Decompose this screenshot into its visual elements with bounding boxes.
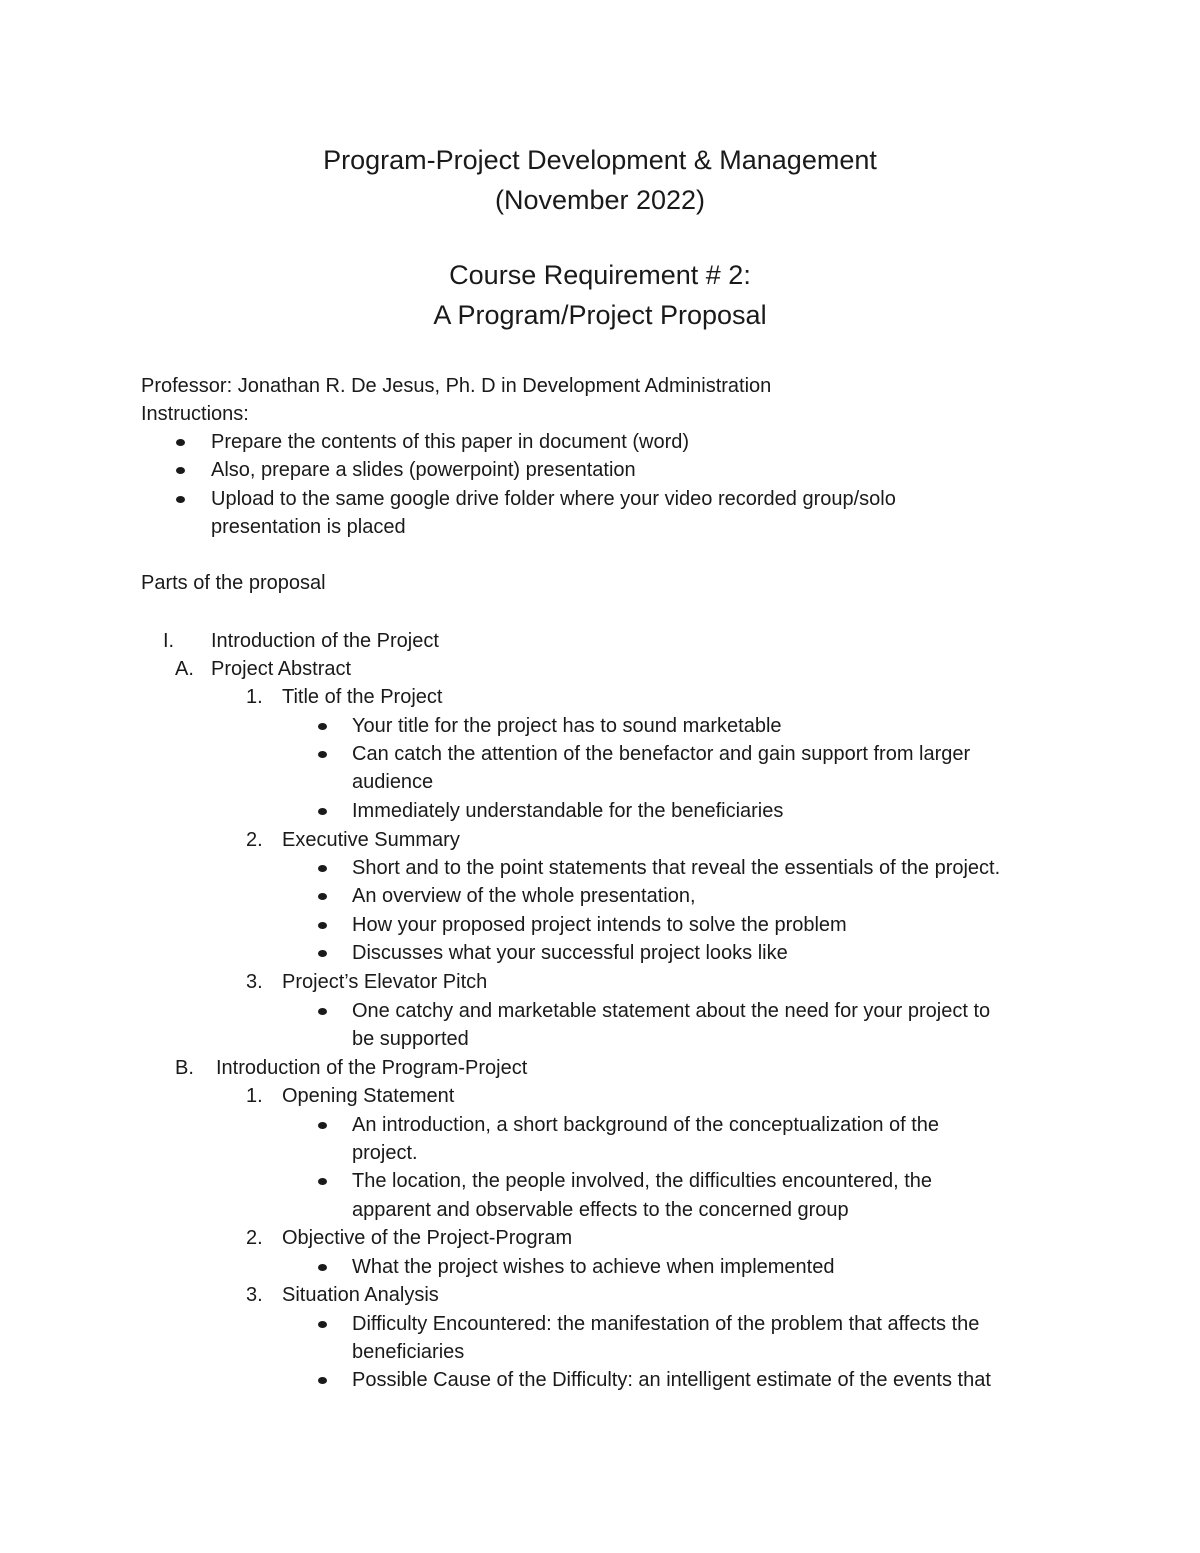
item-marker: 2. (246, 829, 263, 851)
bullet-text: An overview of the whole presentation, (352, 885, 696, 907)
item-title: Opening Statement (282, 1085, 455, 1107)
instruction-item: Upload to the same google drive folder where your video recorded group/solo (211, 488, 896, 510)
item-title: Situation Analysis (282, 1284, 439, 1306)
bullet-icon (318, 950, 327, 957)
bullet-text: Possible Cause of the Difficulty: an intelligent estimate of the events that (352, 1369, 991, 1391)
bullet-icon (176, 439, 185, 446)
part-marker: A. (175, 658, 194, 680)
item-marker: 1. (246, 686, 263, 708)
bullet-icon (318, 922, 327, 929)
bullet-text-continued: project. (352, 1142, 418, 1164)
instruction-item: Prepare the contents of this paper in document (word) (211, 431, 690, 453)
bullet-text: An introduction, a short background of the conceptualization of the (352, 1114, 940, 1136)
bullet-icon (318, 751, 327, 758)
part-marker: B. (175, 1057, 194, 1079)
bullet-text: How your proposed project intends to solve the problem (352, 914, 847, 936)
professor-line: Professor: Jonathan R. De Jesus, Ph. D in Development Administration (141, 375, 772, 397)
instruction-item: Also, prepare a slides (powerpoint) presentation (211, 459, 636, 481)
bullet-icon (318, 1122, 327, 1129)
bullet-text: Your title for the project has to sound marketable (352, 715, 782, 737)
section-marker: I. (163, 630, 175, 652)
parts-label: Parts of the proposal (141, 572, 326, 594)
bullet-icon (318, 723, 327, 730)
bullet-icon (318, 808, 327, 815)
bullet-icon (318, 1008, 327, 1015)
section-title: Introduction of the Project (211, 630, 439, 652)
bullet-text-continued: apparent and observable effects to the concerned group (352, 1199, 849, 1221)
bullet-icon (176, 496, 185, 503)
bullet-icon (318, 1178, 327, 1185)
course-title: Program-Project Development & Management (323, 145, 877, 175)
bullet-text: Short and to the point statements that reveal the essentials of the project. (352, 857, 1001, 879)
bullet-text: One catchy and marketable statement about the need for your project to (352, 1000, 991, 1022)
bullet-text: Difficulty Encountered: the manifestation of the problem that affects the (352, 1313, 980, 1335)
part-title: Introduction of the Program-Project (216, 1057, 528, 1079)
proposal-subtitle: A Program/Project Proposal (433, 300, 767, 330)
bullet-text-continued: be supported (352, 1028, 469, 1050)
course-date: (November 2022) (494, 185, 706, 215)
bullet-icon (318, 893, 327, 900)
bullet-icon (176, 467, 185, 474)
bullet-icon (318, 1321, 327, 1328)
bullet-text-continued: audience (352, 771, 434, 793)
item-marker: 2. (246, 1227, 263, 1249)
requirement-title: Course Requirement # 2: (449, 260, 751, 290)
bullet-text: Can catch the attention of the benefactor and gain support from larger (352, 743, 971, 765)
item-title: Executive Summary (282, 829, 460, 851)
bullet-icon (318, 1264, 327, 1271)
item-title: Objective of the Project-Program (282, 1227, 573, 1249)
bullet-text: The location, the people involved, the difficulties encountered, the (352, 1170, 933, 1192)
bullet-text: Discusses what your successful project looks like (352, 942, 788, 964)
item-marker: 1. (246, 1085, 263, 1107)
bullet-icon (318, 1377, 327, 1384)
item-marker: 3. (246, 971, 263, 993)
part-title: Project Abstract (211, 658, 352, 680)
bullet-text: What the project wishes to achieve when implemented (352, 1256, 835, 1278)
bullet-icon (318, 865, 327, 872)
bullet-text-continued: beneficiaries (352, 1341, 465, 1363)
item-title: Project’s Elevator Pitch (282, 971, 488, 993)
instruction-item-continued: presentation is placed (211, 516, 406, 538)
bullet-text: Immediately understandable for the beneficiaries (352, 800, 784, 822)
item-title: Title of the Project (282, 686, 443, 708)
item-marker: 3. (246, 1284, 263, 1306)
instructions-label: Instructions: (141, 403, 249, 425)
